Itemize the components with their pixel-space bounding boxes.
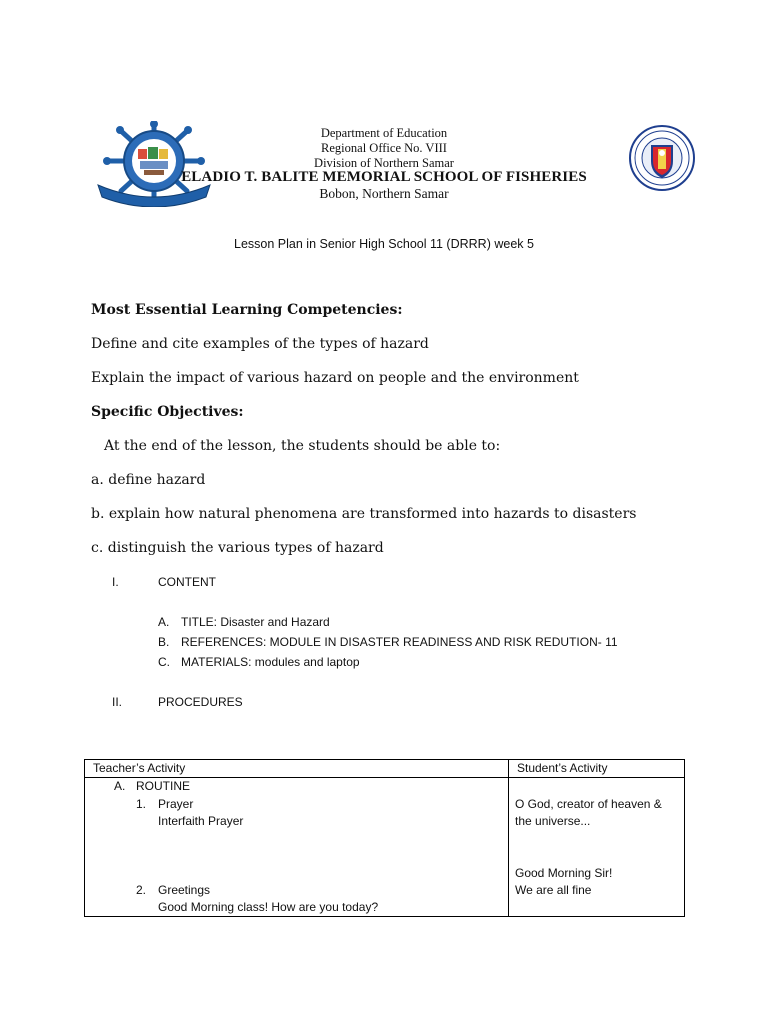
activity-table bbox=[84, 759, 685, 917]
content-numeral: I. bbox=[112, 575, 119, 589]
school-name: ELADIO T. BALITE MEMORIAL SCHOOL OF FISHERIES bbox=[181, 169, 587, 185]
lesson-title: Lesson Plan in Senior High School 11 (DRRR) week 5 bbox=[234, 237, 534, 251]
step1-detail: Interfaith Prayer bbox=[158, 814, 244, 828]
content-references: REFERENCES: MODULE IN DISASTER READINESS AND RISK REDUTION- 11 bbox=[181, 635, 618, 649]
objective-b: b. explain how natural phenomena are transformed into hazards to disasters bbox=[91, 506, 637, 522]
objectives-intro: At the end of the lesson, the students should be able to: bbox=[104, 438, 501, 454]
student-prayer-line2: the universe... bbox=[515, 814, 591, 828]
step2-marker: 2. bbox=[136, 883, 147, 897]
teacher-activity-header: Teacher’s Activity bbox=[85, 760, 509, 778]
content-marker-a: A. bbox=[158, 615, 170, 629]
region-line: Regional Office No. VIII bbox=[321, 141, 447, 155]
objective-c: c. distinguish the various types of hazard bbox=[91, 540, 384, 556]
melc-heading: Most Essential Learning Competencies: bbox=[91, 302, 403, 318]
student-activity-header: Student’s Activity bbox=[509, 760, 685, 778]
content-materials: MATERIALS: modules and laptop bbox=[181, 655, 360, 669]
melc-item-1: Define and cite examples of the types of hazard bbox=[91, 336, 429, 352]
step2-detail: Good Morning class! How are you today? bbox=[158, 900, 379, 914]
table-header-row bbox=[85, 760, 685, 778]
student-prayer-line1: O God, creator of heaven & bbox=[515, 797, 662, 811]
content-heading: CONTENT bbox=[158, 575, 216, 589]
content-marker-c: C. bbox=[158, 655, 170, 669]
table-row bbox=[85, 778, 685, 917]
step2-label: Greetings bbox=[158, 883, 211, 897]
routine-marker: A. bbox=[114, 779, 126, 793]
department-line: Department of Education bbox=[320, 126, 448, 140]
melc-item-2: Explain the impact of various hazard on people and the environment bbox=[91, 370, 579, 386]
student-activity-cell bbox=[509, 778, 685, 917]
student-greeting-line2: We are all fine bbox=[515, 883, 592, 897]
content-marker-b: B. bbox=[158, 635, 170, 649]
teacher-activity-cell bbox=[85, 778, 509, 917]
step1-marker: 1. bbox=[136, 797, 147, 811]
objectives-heading: Specific Objectives: bbox=[91, 404, 244, 420]
procedures-numeral: II. bbox=[112, 695, 123, 709]
objective-a: a. define hazard bbox=[91, 472, 206, 488]
content-title: TITLE: Disaster and Hazard bbox=[181, 615, 330, 629]
step1-label: Prayer bbox=[158, 797, 194, 811]
student-greeting-line1: Good Morning Sir! bbox=[515, 866, 613, 880]
routine-label: ROUTINE bbox=[136, 779, 190, 793]
division-line: Division of Northern Samar bbox=[314, 156, 454, 170]
procedures-heading: PROCEDURES bbox=[158, 695, 243, 709]
school-location: Bobon, Northern Samar bbox=[319, 186, 449, 201]
